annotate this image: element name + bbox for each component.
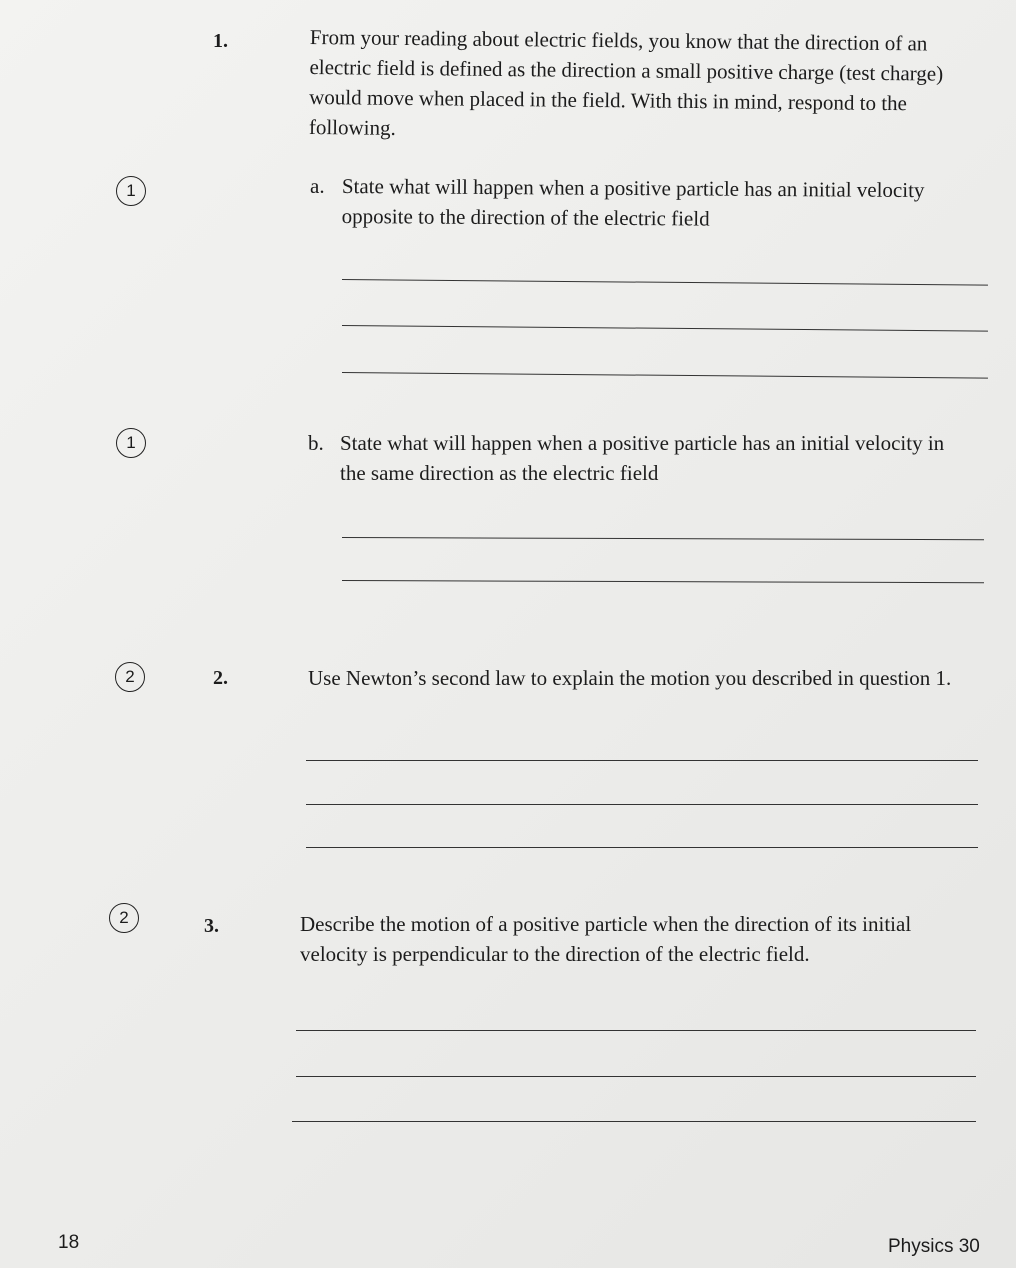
marks-circle-1a: 1	[116, 176, 146, 206]
marks-circle-3: 2	[109, 903, 139, 933]
answer-line-3-3[interactable]	[292, 1121, 976, 1122]
answer-line-1a-1[interactable]	[342, 279, 988, 286]
page-number: 18	[58, 1232, 80, 1253]
answer-line-1b-2[interactable]	[342, 580, 984, 583]
question-2-number: 2.	[213, 667, 228, 689]
answer-line-1a-3[interactable]	[342, 372, 988, 379]
question-2-text: Use Newton’s second law to explain the motion you described in question 1.	[308, 666, 952, 690]
answer-line-2-3[interactable]	[306, 847, 978, 848]
question-1-number: 1.	[213, 30, 228, 52]
question-1-text: From your reading about electric fields, you know that the direction of an electric field is defined as the direction a small positive charge (test charge) would move when placed in the field. With this in mind, respond to the following.	[308, 24, 944, 140]
question-1a-text: State what will happen when a positive particle has an initial velocity opposite to the direction of the electric field	[341, 173, 925, 231]
question-3-number: 3.	[204, 915, 219, 937]
answer-line-3-2[interactable]	[296, 1076, 976, 1077]
answer-line-2-2[interactable]	[306, 804, 978, 805]
answer-line-1a-2[interactable]	[342, 325, 988, 332]
answer-line-3-1[interactable]	[296, 1030, 976, 1031]
answer-line-2-1[interactable]	[306, 760, 978, 761]
question-1a-letter: a.	[310, 174, 325, 198]
marks-circle-1b: 1	[116, 428, 146, 458]
question-3-text: Describe the motion of a positive particle when the direction of its initial velocity is perpendicular to the direction of the electric field.	[300, 912, 912, 966]
course-title: Physics 30	[888, 1236, 980, 1257]
question-1b-letter: b.	[308, 431, 324, 455]
question-1b-text: State what will happen when a positive particle has an initial velocity in the same direction as the electric field	[340, 431, 945, 485]
marks-circle-2: 2	[115, 662, 145, 692]
answer-line-1b-1[interactable]	[342, 537, 984, 540]
question-1a	[310, 171, 950, 231]
question-1b	[308, 428, 968, 488]
